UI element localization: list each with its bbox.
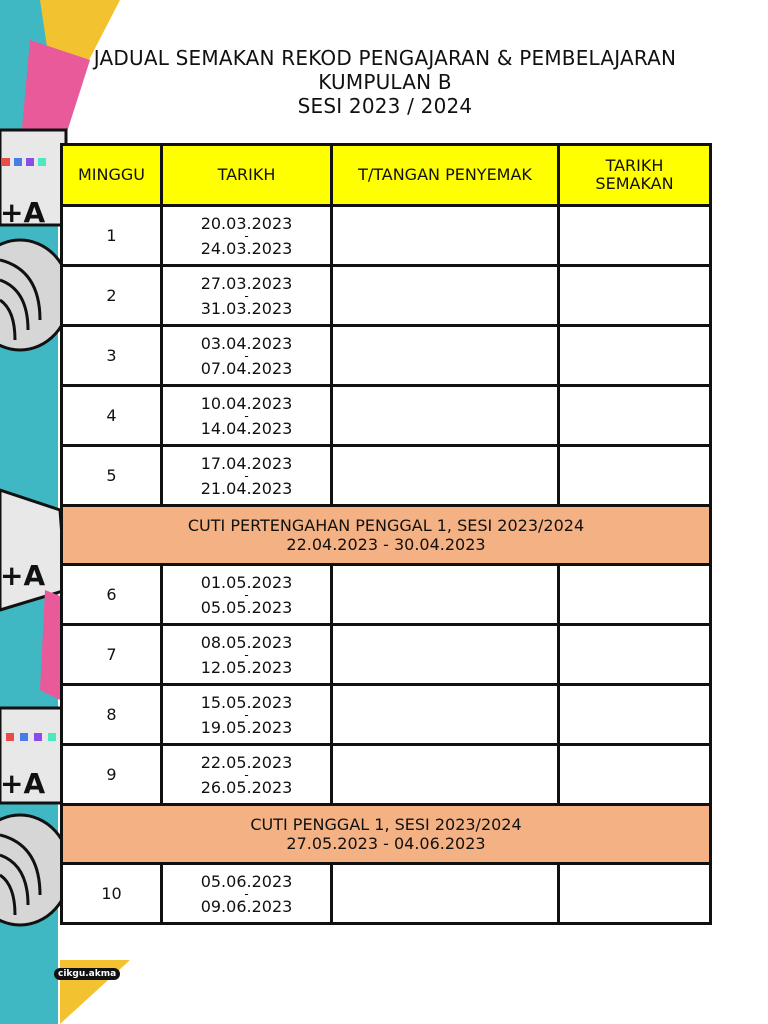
- header-tarikh-semakan: [559, 145, 711, 206]
- check-date-cell[interactable]: [559, 745, 711, 805]
- date-separator: -: [244, 647, 249, 662]
- holiday-cell: [62, 805, 711, 864]
- header-minggu: MINGGU: [62, 145, 162, 206]
- date-end: 31.03.2023: [200, 298, 293, 318]
- table-row: [62, 446, 711, 506]
- table-row: [62, 206, 711, 266]
- signature-cell[interactable]: [332, 386, 559, 446]
- check-date-cell[interactable]: [559, 266, 711, 326]
- date-start: 17.04.2023: [200, 453, 293, 473]
- date-end: 14.04.2023: [200, 418, 293, 438]
- title-line-3: SESI 2023 / 2024: [297, 94, 473, 118]
- holiday-dates: 27.05.2023 - 04.06.2023: [286, 834, 486, 853]
- check-date-cell[interactable]: [559, 625, 711, 685]
- date-start: 20.03.2023: [200, 213, 293, 233]
- date-end: 05.05.2023: [200, 597, 293, 617]
- date-start: 05.06.2023: [200, 871, 293, 891]
- header-tarikh: TARIKH: [162, 145, 332, 206]
- date-start: 10.04.2023: [200, 393, 293, 413]
- check-date-cell[interactable]: [559, 386, 711, 446]
- signature-cell[interactable]: [332, 206, 559, 266]
- date-start: 22.05.2023: [200, 752, 293, 772]
- title-line-2: KUMPULAN B: [318, 70, 452, 94]
- holiday-label: CUTI PENGGAL 1, SESI 2023/2024: [250, 815, 522, 834]
- header-tandatangan: T/TANGAN PENYEMAK: [332, 145, 559, 206]
- table-row: [62, 745, 711, 805]
- date-end: 09.06.2023: [200, 896, 293, 916]
- date-start: 03.04.2023: [200, 333, 293, 353]
- date-end: 07.04.2023: [200, 358, 293, 378]
- date-range: [162, 565, 332, 625]
- check-date-cell[interactable]: [559, 685, 711, 745]
- table-row: [62, 625, 711, 685]
- svg-text:+A: +A: [0, 559, 46, 592]
- date-range: [162, 446, 332, 506]
- signature-cell[interactable]: [332, 266, 559, 326]
- date-separator: -: [244, 587, 249, 602]
- date-end: 24.03.2023: [200, 238, 293, 258]
- title-line-1: JADUAL SEMAKAN REKOD PENGAJARAN & PEMBELAJARAN: [93, 46, 677, 70]
- signature-cell[interactable]: [332, 565, 559, 625]
- svg-text:+A: +A: [0, 767, 46, 800]
- table-row: [62, 386, 711, 446]
- week-number: 1: [62, 206, 162, 266]
- week-number: 4: [62, 386, 162, 446]
- table-row: [62, 326, 711, 386]
- week-number: 5: [62, 446, 162, 506]
- date-separator: -: [244, 288, 249, 303]
- week-number: 9: [62, 745, 162, 805]
- table-row: [62, 864, 711, 924]
- signature-cell[interactable]: [332, 446, 559, 506]
- date-range: [162, 625, 332, 685]
- check-date-cell[interactable]: [559, 206, 711, 266]
- signature-cell[interactable]: [332, 326, 559, 386]
- holiday-cell: [62, 506, 711, 565]
- date-separator: -: [244, 468, 249, 483]
- table-row: [62, 565, 711, 625]
- holiday-label: CUTI PERTENGAHAN PENGGAL 1, SESI 2023/2024: [187, 516, 585, 535]
- table-header-row: [62, 145, 711, 206]
- table-row: [62, 685, 711, 745]
- date-separator: -: [244, 348, 249, 363]
- date-separator: -: [244, 408, 249, 423]
- page-title: [60, 46, 710, 118]
- date-range: [162, 685, 332, 745]
- date-range: [162, 326, 332, 386]
- signature-cell[interactable]: [332, 864, 559, 924]
- date-end: 19.05.2023: [200, 717, 293, 737]
- date-separator: -: [244, 228, 249, 243]
- date-start: 15.05.2023: [200, 692, 293, 712]
- svg-text:+A: +A: [0, 196, 46, 229]
- week-number: 6: [62, 565, 162, 625]
- table-row: [62, 266, 711, 326]
- date-separator: -: [244, 886, 249, 901]
- signature-cell[interactable]: [332, 745, 559, 805]
- date-start: 08.05.2023: [200, 632, 293, 652]
- check-date-cell[interactable]: [559, 864, 711, 924]
- date-start: 01.05.2023: [200, 572, 293, 592]
- header-tarikh-semakan-line-2: SEMAKAN: [595, 174, 674, 193]
- week-number: 8: [62, 685, 162, 745]
- check-date-cell[interactable]: [559, 565, 711, 625]
- date-start: 27.03.2023: [200, 273, 293, 293]
- schedule-table: [60, 143, 712, 925]
- date-end: 26.05.2023: [200, 777, 293, 797]
- week-number: 10: [62, 864, 162, 924]
- date-range: [162, 745, 332, 805]
- date-range: [162, 206, 332, 266]
- date-range: [162, 864, 332, 924]
- week-number: 2: [62, 266, 162, 326]
- check-date-cell[interactable]: [559, 446, 711, 506]
- check-date-cell[interactable]: [559, 326, 711, 386]
- signature-cell[interactable]: [332, 625, 559, 685]
- header-tarikh-semakan-line-1: TARIKH: [605, 156, 664, 175]
- week-number: 3: [62, 326, 162, 386]
- date-end: 12.05.2023: [200, 657, 293, 677]
- brand-logo: cikgu.akma: [54, 968, 120, 980]
- date-end: 21.04.2023: [200, 478, 293, 498]
- week-number: 7: [62, 625, 162, 685]
- holiday-row: [62, 506, 711, 565]
- holiday-dates: 22.04.2023 - 30.04.2023: [286, 535, 486, 554]
- date-range: [162, 266, 332, 326]
- date-separator: -: [244, 767, 249, 782]
- holiday-row: [62, 805, 711, 864]
- date-range: [162, 386, 332, 446]
- date-separator: -: [244, 707, 249, 722]
- signature-cell[interactable]: [332, 685, 559, 745]
